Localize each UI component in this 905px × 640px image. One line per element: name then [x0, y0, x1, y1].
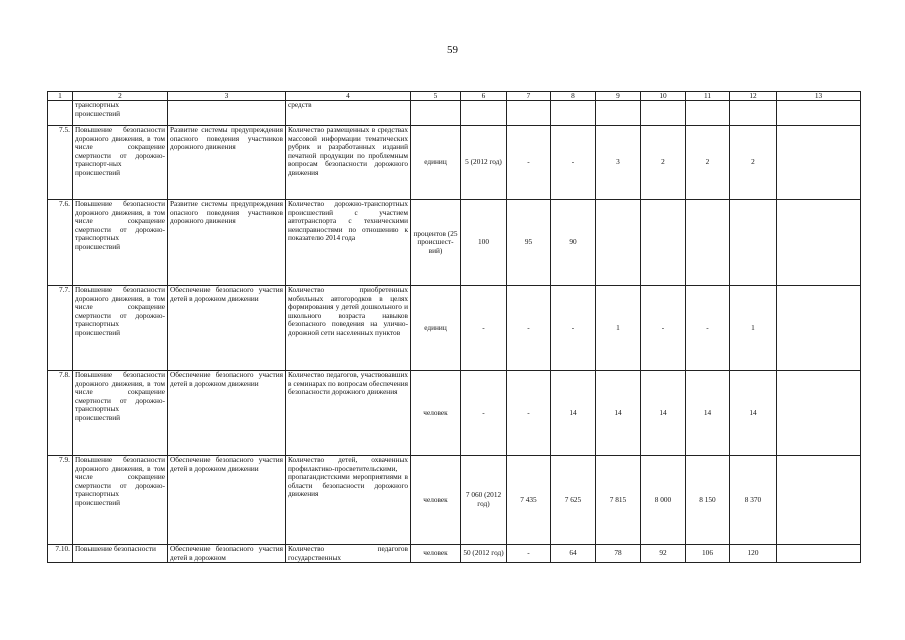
table-row [48, 126, 861, 200]
row-number: 7.7. [48, 286, 73, 371]
value-cell [777, 126, 861, 200]
goal-cell: транспортных происшествий [73, 101, 168, 126]
value-cell: 1 [596, 286, 641, 371]
value-cell: 1 [730, 286, 777, 371]
value-cell: - [551, 126, 596, 200]
table-row [48, 371, 861, 456]
value-cell: 2 [730, 126, 777, 200]
value-cell: 7 435 [507, 456, 551, 545]
value-cell [551, 101, 596, 126]
row-number: 7.8. [48, 371, 73, 456]
value-cell: - [507, 286, 551, 371]
row-number [48, 101, 73, 126]
column-header: 7 [507, 92, 551, 101]
unit-cell [411, 101, 461, 126]
value-cell [777, 371, 861, 456]
row-number: 7.5. [48, 126, 73, 200]
column-header: 2 [73, 92, 168, 101]
base-value-cell: - [461, 286, 507, 371]
value-cell [777, 101, 861, 126]
unit-cell: единиц [411, 286, 461, 371]
value-cell: 8 150 [686, 456, 730, 545]
indicator-cell: средств [286, 101, 411, 126]
task-cell: Обеспечение безопасного участия детей в дорожном [168, 545, 286, 563]
column-header: 8 [551, 92, 596, 101]
value-cell [730, 200, 777, 286]
value-cell: 106 [686, 545, 730, 563]
goal-cell: Повышение безопасности дорожного движения, в том числе сокращение смертности от дорожно-транспортных происшествий [73, 371, 168, 456]
indicator-cell: Количество педагогов государственных [286, 545, 411, 563]
base-value-cell: 100 [461, 200, 507, 286]
value-cell: 14 [641, 371, 686, 456]
column-header: 12 [730, 92, 777, 101]
value-cell [777, 456, 861, 545]
value-cell: - [507, 371, 551, 456]
value-cell: 8 000 [641, 456, 686, 545]
task-cell: Обеспечение безопасного участия детей в дорожном движении [168, 286, 286, 371]
column-header: 6 [461, 92, 507, 101]
value-cell: 14 [686, 371, 730, 456]
value-cell: - [641, 286, 686, 371]
unit-cell: единиц [411, 126, 461, 200]
value-cell: 2 [686, 126, 730, 200]
goal-cell: Повышение безопасности дорожного движения, в том числе сокращение смертности от дорожно-транспортных происшествий [73, 456, 168, 545]
value-cell [777, 286, 861, 371]
value-cell: 64 [551, 545, 596, 563]
base-value-cell: 50 (2012 год) [461, 545, 507, 563]
table-row [48, 545, 861, 563]
value-cell: 90 [551, 200, 596, 286]
value-cell: - [551, 286, 596, 371]
value-cell [777, 200, 861, 286]
indicator-cell: Количество педагогов, участвовавших в семинарах по вопросам обеспечения безопасности дорожного движения [286, 371, 411, 456]
goal-cell: Повышение безопасности [73, 545, 168, 563]
value-cell: 92 [641, 545, 686, 563]
goal-cell: Повышение безопасности дорожного движения, в том числе сокращение смертности от дорожно-транспорт-ных происшествий [73, 126, 168, 200]
unit-cell: человек [411, 456, 461, 545]
value-cell: 14 [596, 371, 641, 456]
indicator-cell: Количество размещенных в средствах массовой информации тематических рубрик и разработанных изданий печатной продукции по проблемным вопросам безопасности дорожного движения [286, 126, 411, 200]
column-header: 11 [686, 92, 730, 101]
unit-cell: процентов (25 происшест-вий) [411, 200, 461, 286]
value-cell: 95 [507, 200, 551, 286]
row-number: 7.9. [48, 456, 73, 545]
table-row [48, 286, 861, 371]
base-value-cell: 7 060 (2012 год) [461, 456, 507, 545]
value-cell [686, 101, 730, 126]
goal-cell: Повышение безопасности дорожного движения, в том числе сокращение смертности от дорожно-транспортных происшествий [73, 286, 168, 371]
value-cell: - [686, 286, 730, 371]
value-cell: 78 [596, 545, 641, 563]
column-header: 3 [168, 92, 286, 101]
table-row [48, 101, 861, 126]
base-value-cell [461, 101, 507, 126]
value-cell [596, 101, 641, 126]
column-header: 4 [286, 92, 411, 101]
task-cell: Развитие системы предупреждения опасного поведения участников дорожного движения [168, 126, 286, 200]
indicators-table [47, 91, 861, 563]
row-number: 7.10. [48, 545, 73, 563]
task-cell: Обеспечение безопасного участия детей в дорожном движении [168, 371, 286, 456]
column-header: 1 [48, 92, 73, 101]
unit-cell: человек [411, 371, 461, 456]
task-cell: Обеспечение безопасного участия детей в дорожном движении [168, 456, 286, 545]
row-number: 7.6. [48, 200, 73, 286]
column-header: 9 [596, 92, 641, 101]
value-cell [641, 101, 686, 126]
value-cell: 3 [596, 126, 641, 200]
table-row [48, 456, 861, 545]
indicator-cell: Количество дорожно-транспортных происшествий с участием автотранспорта с техническими неисправностями по отношению к показателю 2014 года [286, 200, 411, 286]
goal-cell: Повышение безопасности дорожного движения, в том числе сокращение смертности от дорожно-транспортных происшествий [73, 200, 168, 286]
value-cell: 2 [641, 126, 686, 200]
task-cell: Развитие системы предупреждения опасного поведения участников дорожного движения [168, 200, 286, 286]
value-cell: 7 815 [596, 456, 641, 545]
value-cell: 120 [730, 545, 777, 563]
value-cell: 14 [551, 371, 596, 456]
value-cell [777, 545, 861, 563]
value-cell [730, 101, 777, 126]
value-cell: - [507, 126, 551, 200]
task-cell [168, 101, 286, 126]
value-cell [641, 200, 686, 286]
column-header: 10 [641, 92, 686, 101]
value-cell: 14 [730, 371, 777, 456]
value-cell: 8 370 [730, 456, 777, 545]
value-cell: 7 625 [551, 456, 596, 545]
column-header: 5 [411, 92, 461, 101]
column-header: 13 [777, 92, 861, 101]
base-value-cell: - [461, 371, 507, 456]
table-row [48, 200, 861, 286]
indicator-cell: Количество детей, охваченных профилактико-просветительскими, пропагандистскими мероприятиями в области безопасности дорожного движения [286, 456, 411, 545]
page-number: 59 [447, 44, 458, 56]
indicator-cell: Количество приобретенных мобильных автогородков в целях формирования у детей дошкольного и школьного возраста навыков безопасного поведения на улично-дорожной сети населенных пунктов [286, 286, 411, 371]
header-row [48, 92, 861, 101]
value-cell [596, 200, 641, 286]
value-cell: - [507, 545, 551, 563]
value-cell [507, 101, 551, 126]
base-value-cell: 5 (2012 год) [461, 126, 507, 200]
value-cell [686, 200, 730, 286]
unit-cell: человек [411, 545, 461, 563]
